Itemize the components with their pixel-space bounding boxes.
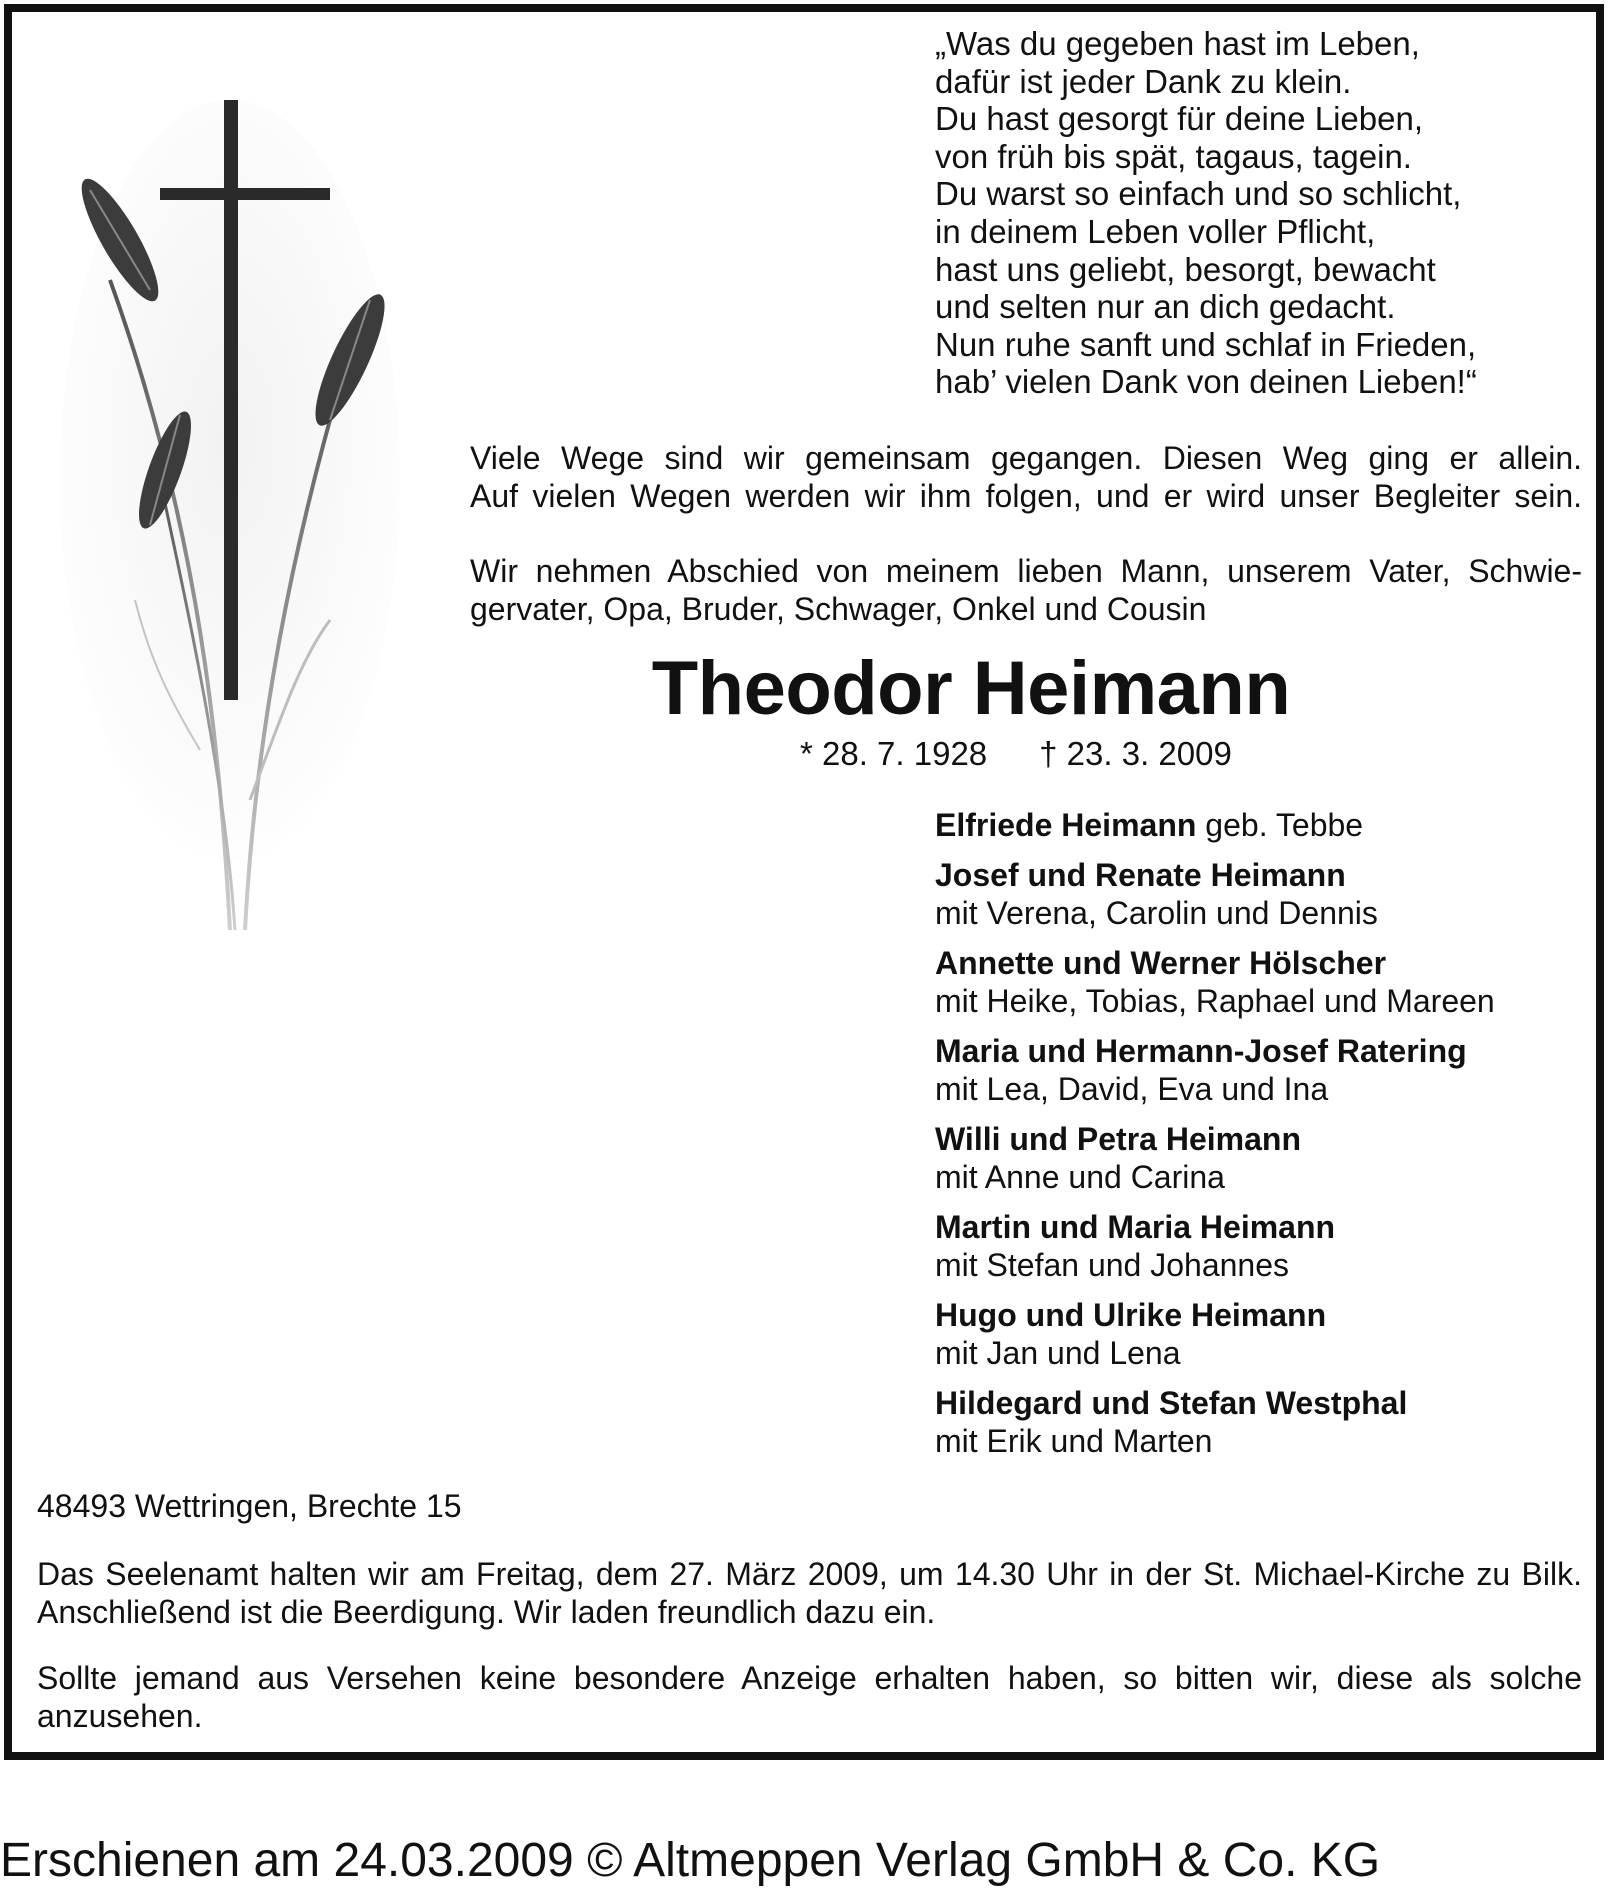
family-member-name: Martin und Maria Heimann <box>935 1209 1336 1245</box>
intro-paragraph <box>470 440 1582 515</box>
family-member-children: mit Verena, Carolin und Dennis <box>935 895 1378 931</box>
family-member-children: mit Lea, David, Eva und Ina <box>935 1071 1329 1107</box>
family-member <box>935 1384 1495 1460</box>
birth-date: * 28. 7. 1928 <box>800 735 988 772</box>
publication-credit: Erschienen am 24.03.2009 © Altmeppen Verlag GmbH & Co. KG <box>0 1834 1381 1887</box>
cross-with-wheat-icon <box>50 100 410 930</box>
intro-line-1: Viele Wege sind wir gemeinsam gegangen. Diesen Weg ging er allein. <box>470 440 1582 476</box>
family-list <box>935 806 1495 1472</box>
family-member <box>935 1296 1495 1372</box>
poem <box>935 25 1477 401</box>
death-date: † 23. 3. 2009 <box>1039 735 1232 772</box>
family-member-children: mit Anne und Carina <box>935 1159 1225 1195</box>
family-member-name: Annette und Werner Hölscher <box>935 945 1387 981</box>
family-member <box>935 856 1495 932</box>
family-member-name: Willi und Petra Heimann <box>935 1121 1301 1157</box>
poem-line: Nun ruhe sanft und schlaf in Frieden, <box>935 325 1477 363</box>
deceased-name <box>470 644 1582 734</box>
poem-line: „Was du gegeben hast im Leben, <box>935 25 1420 62</box>
address: 48493 Wettringen, Brechte 15 <box>37 1488 462 1524</box>
family-member-children: mit Jan und Lena <box>935 1335 1181 1371</box>
family-member-name: Josef und Renate Heimann <box>935 857 1346 893</box>
family-member-name: Elfriede Heimann <box>935 807 1197 843</box>
family-member <box>935 1032 1495 1108</box>
poem-line: Du hast gesorgt für deine Lieben, <box>935 100 1423 138</box>
poem-line: von früh bis spät, tagaus, tagein. <box>935 137 1412 175</box>
poem-line: dafür ist jeder Dank zu klein. <box>935 62 1352 100</box>
poem-line: in deinem Leben voller Pflicht, <box>935 212 1376 250</box>
notice-paragraph: Sollte jemand aus Versehen keine besondere Anzeige erhalten haben, so bitten wir, diese als solche anzusehen. <box>37 1660 1582 1734</box>
family-member-children: mit Erik und Marten <box>935 1423 1213 1459</box>
family-member-children: mit Heike, Tobias, Raphael und Mareen <box>935 983 1495 1019</box>
poem-line: hab’ vielen Dank von deinen Lieben!“ <box>935 363 1477 401</box>
family-member <box>935 944 1495 1020</box>
deceased-name-text: Theodor Heimann <box>651 646 1291 731</box>
family-member <box>935 806 1495 844</box>
farewell-paragraph: Wir nehmen Abschied von meinem lieben Mann, unserem Vater, Schwiegervater, Opa, Bruder, Schwager, Onkel und Cousin <box>470 553 1582 627</box>
family-member-name: Maria und Hermann-Josef Ratering <box>935 1033 1467 1069</box>
intro-line-2: Auf vielen Wegen werden wir ihm folgen, und er wird unser Begleiter sein. <box>470 477 1582 514</box>
life-dates <box>800 734 1232 774</box>
service-notice: Das Seelenamt halten wir am Freitag, dem 27. März 2009, um 14.30 Uhr in der St. Michael-Kirche zu Bilk. Anschließend ist die Beerdigung. Wir laden freundlich dazu ein. <box>37 1556 1582 1630</box>
family-member-name: Hugo und Ulrike Heimann <box>935 1297 1327 1333</box>
poem-line: und selten nur an dich gedacht. <box>935 288 1396 326</box>
family-member-name: Hildegard und Stefan Westphal <box>935 1385 1408 1421</box>
family-member-note: geb. Tebbe <box>1196 807 1364 843</box>
poem-line: hast uns geliebt, besorgt, bewacht <box>935 250 1436 288</box>
family-member-children: mit Stefan und Johannes <box>935 1247 1290 1283</box>
family-member <box>935 1208 1495 1284</box>
poem-line: Du warst so einfach und so schlicht, <box>935 175 1462 213</box>
family-member <box>935 1120 1495 1196</box>
